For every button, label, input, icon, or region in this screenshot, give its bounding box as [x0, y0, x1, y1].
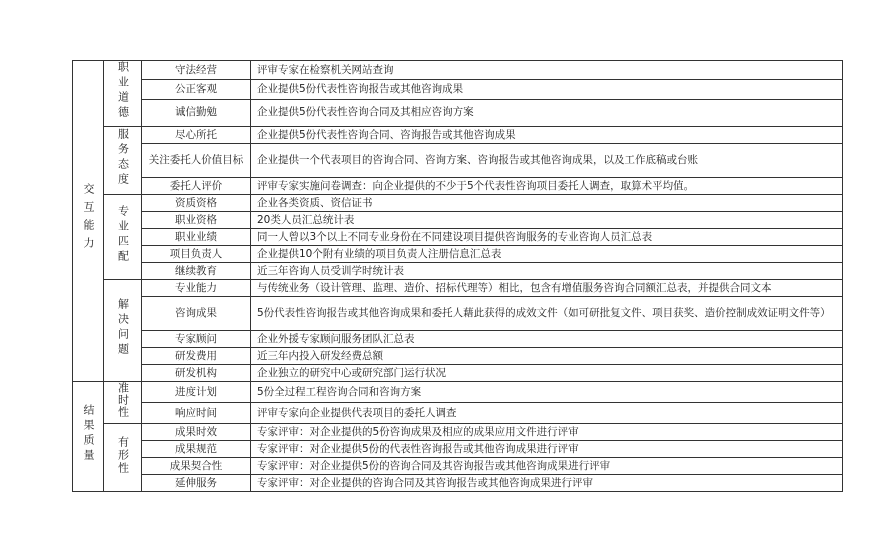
item-cell: 守法经营 — [142, 61, 251, 80]
desc-cell: 企业提供5份代表性咨询合同及其相应咨询方案 — [251, 99, 843, 126]
desc-cell: 20类人员汇总统计表 — [251, 212, 843, 229]
group-label: 交互能力 — [82, 182, 95, 255]
table-row — [73, 99, 843, 126]
item-cell: 咨询成果 — [142, 297, 251, 331]
table-row — [73, 246, 843, 263]
item-cell: 响应时间 — [142, 403, 251, 424]
subgroup-label: 准时性 — [116, 382, 130, 418]
table-row — [73, 365, 843, 382]
desc-cell: 企业各类资质、资信证书 — [251, 195, 843, 212]
desc-cell: 企业提供10个附有业绩的项目负责人注册信息汇总表 — [251, 246, 843, 263]
subgroup-label: 服务态度 — [116, 128, 130, 188]
subgroup-label: 解决问题 — [116, 298, 130, 358]
item-cell: 进度计划 — [142, 382, 251, 403]
subgroup-label-cell — [104, 280, 142, 382]
desc-cell: 专家评审：对企业提供的5份咨询成果及相应的成果应用文件进行评审 — [251, 424, 843, 441]
group-label-cell — [73, 61, 104, 382]
item-cell: 尽心所托 — [142, 127, 251, 144]
subgroup-label: 专业匹配 — [116, 204, 130, 265]
item-cell: 专业能力 — [142, 280, 251, 297]
table-row — [73, 331, 843, 348]
table-row — [73, 61, 843, 80]
desc-cell: 与传统业务（设计管理、监理、造价、招标代理等）相比，包含有增值服务咨询合同额汇总表，并提供合同文本 — [251, 280, 843, 297]
desc-cell: 专家评审：对企业提供5份的代表性咨询报告或其他咨询成果进行评审 — [251, 441, 843, 458]
desc-cell: 企业外援专家顾问服务团队汇总表 — [251, 331, 843, 348]
desc-cell: 评审专家向企业提供代表项目的委托人调查 — [251, 403, 843, 424]
table-row — [73, 280, 843, 297]
table-row — [73, 458, 843, 475]
group-label: 结果质量 — [82, 404, 95, 464]
group-label-cell — [73, 382, 104, 492]
table-row — [73, 382, 843, 403]
subgroup-label-cell — [104, 424, 142, 492]
item-cell: 项目负责人 — [142, 246, 251, 263]
desc-cell: 企业提供5份代表性咨询报告或其他咨询成果 — [251, 80, 843, 99]
item-cell: 成果契合性 — [142, 458, 251, 475]
table-row — [73, 144, 843, 178]
desc-cell: 同一人曾以3个以上不同专业身份在不同建设项目提供咨询服务的专业咨询人员汇总表 — [251, 229, 843, 246]
subgroup-label-cell — [104, 382, 142, 424]
table-row — [73, 127, 843, 144]
table-row — [73, 475, 843, 492]
table-row — [73, 178, 843, 195]
desc-cell: 专家评审：对企业提供5份的咨询合同及其咨询报告或其他咨询成果进行评审 — [251, 458, 843, 475]
desc-cell: 近三年咨询人员受训学时统计表 — [251, 263, 843, 280]
subgroup-label-cell — [104, 61, 142, 127]
table-row — [73, 348, 843, 365]
subgroup-label-cell — [104, 195, 142, 280]
item-cell: 资质资格 — [142, 195, 251, 212]
table-row — [73, 297, 843, 331]
table-row — [73, 441, 843, 458]
subgroup-label: 有形性 — [116, 435, 130, 475]
table-row — [73, 80, 843, 99]
table-row — [73, 229, 843, 246]
table-row — [73, 212, 843, 229]
item-cell: 公正客观 — [142, 80, 251, 99]
item-cell: 研发机构 — [142, 365, 251, 382]
table-row — [73, 195, 843, 212]
item-cell: 诚信勤勉 — [142, 99, 251, 126]
item-cell: 专家顾问 — [142, 331, 251, 348]
desc-cell: 企业独立的研究中心或研究部门运行状况 — [251, 365, 843, 382]
desc-cell: 5份代表性咨询报告或其他咨询成果和委托人藉此获得的成效文件（如可研批复文件、项目获奖、造价控制成效证明文件等） — [251, 297, 843, 331]
subgroup-label-cell — [104, 127, 142, 195]
subgroup-label: 职业道德 — [116, 61, 130, 121]
desc-cell: 评审专家在检察机关网站查询 — [251, 61, 843, 80]
desc-cell: 专家评审：对企业提供的咨询合同及其咨询报告或其他咨询成果进行评审 — [251, 475, 843, 492]
item-cell: 职业业绩 — [142, 229, 251, 246]
table-row — [73, 403, 843, 424]
evaluation-table — [72, 60, 843, 492]
item-cell: 研发费用 — [142, 348, 251, 365]
item-cell: 委托人评价 — [142, 178, 251, 195]
item-cell: 成果规范 — [142, 441, 251, 458]
table-row — [73, 424, 843, 441]
item-cell: 继续教育 — [142, 263, 251, 280]
desc-cell: 评审专家实施问卷调查：向企业提供的不少于5个代表性咨询项目委托人调查，取算术平均值。 — [251, 178, 843, 195]
desc-cell: 企业提供5份代表性咨询合同、咨询报告或其他咨询成果 — [251, 127, 843, 144]
item-cell: 关注委托人价值目标 — [142, 144, 251, 178]
desc-cell: 近三年内投入研发经费总额 — [251, 348, 843, 365]
item-cell: 延伸服务 — [142, 475, 251, 492]
table-row — [73, 263, 843, 280]
item-cell: 职业资格 — [142, 212, 251, 229]
desc-cell: 5份全过程工程咨询合同和咨询方案 — [251, 382, 843, 403]
item-cell: 成果时效 — [142, 424, 251, 441]
desc-cell: 企业提供一个代表项目的咨询合同、咨询方案、咨询报告或其他咨询成果，以及工作底稿或台账 — [251, 144, 843, 178]
